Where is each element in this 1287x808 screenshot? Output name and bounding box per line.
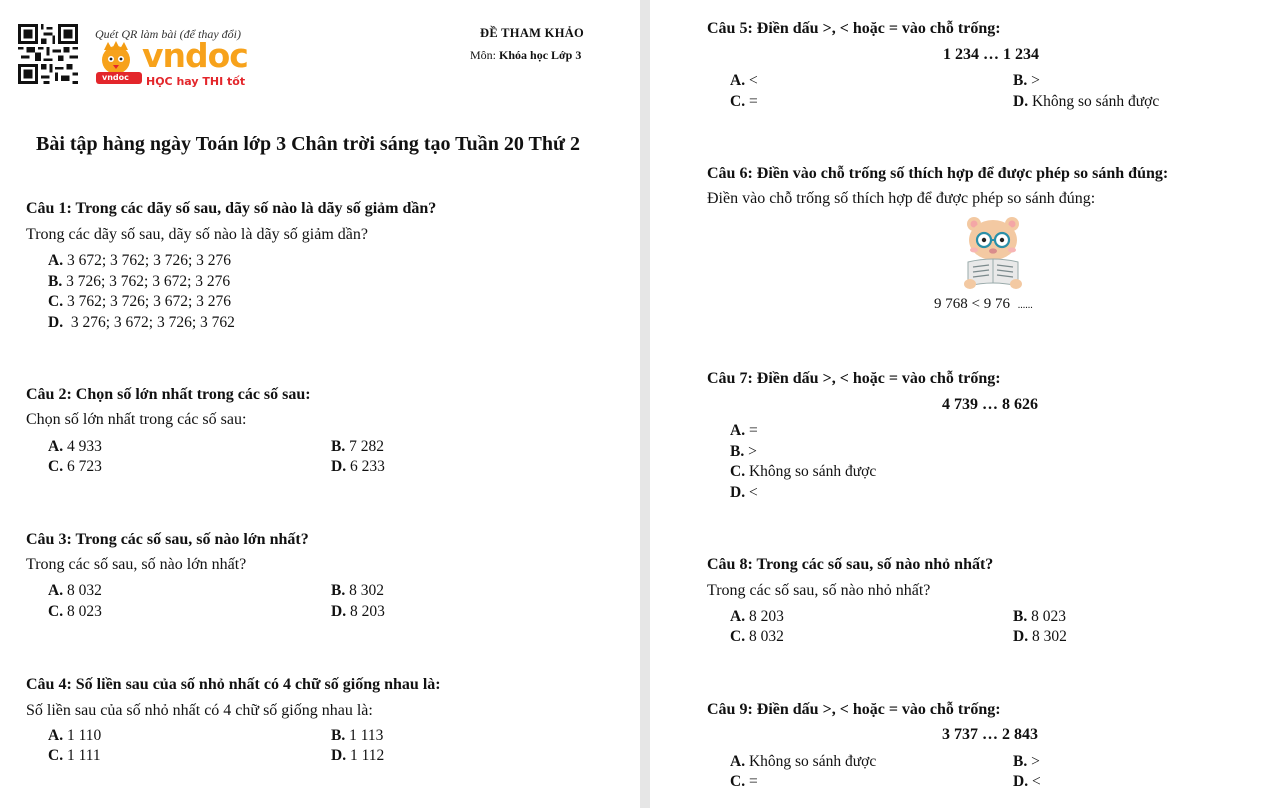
option-value: 8 302: [1031, 628, 1067, 645]
option-key: B.: [730, 443, 745, 460]
option-value: >: [1031, 753, 1040, 770]
q4-option-a[interactable]: [48, 727, 101, 745]
q2-text: Chọn số lớn nhất trong các số sau:: [26, 411, 247, 428]
option-key: C.: [48, 747, 64, 764]
option-key: D.: [331, 747, 347, 764]
q1-option-d[interactable]: [48, 314, 235, 332]
option-value: <: [748, 72, 758, 89]
option-value: 6 233: [349, 458, 385, 475]
option-value: 8 023: [66, 603, 102, 620]
q8-option-d[interactable]: [1013, 628, 1067, 646]
option-value: >: [1031, 72, 1040, 89]
q9-expression: 3 737 … 2 843: [942, 726, 1038, 743]
option-value: 1 112: [349, 747, 385, 764]
q5-title: Câu 5: Điền dấu >, < hoặc = vào chỗ trống:: [707, 20, 1001, 37]
subject-line: [470, 48, 581, 63]
q3-option-a[interactable]: [48, 582, 102, 600]
option-key: D.: [1013, 773, 1029, 790]
q8-option-b[interactable]: [1013, 608, 1066, 626]
option-key: B.: [331, 438, 346, 455]
option-value: 3 276; 3 672; 3 726; 3 762: [66, 314, 235, 331]
q4-title: Câu 4: Số liền sau của số nhỏ nhất có 4 chữ số giống nhau là:: [26, 676, 441, 693]
option-value: 1 113: [349, 727, 384, 744]
q3-option-d[interactable]: [331, 603, 385, 621]
doc-type-label: ĐỀ THAM KHẢO: [480, 26, 585, 40]
option-key: A.: [730, 422, 746, 439]
option-value: =: [748, 773, 758, 790]
q2-option-d[interactable]: [331, 458, 385, 476]
option-value: 8 302: [349, 582, 384, 599]
option-key: C.: [48, 603, 64, 620]
q1-option-b[interactable]: [48, 273, 230, 291]
option-value: Không so sánh được: [1031, 93, 1160, 110]
q1-option-c[interactable]: [48, 293, 231, 311]
subject-value: Khóa học Lớp 3: [499, 48, 582, 62]
option-key: C.: [730, 773, 746, 790]
q8-text: Trong các số sau, số nào nhỏ nhất?: [707, 582, 931, 599]
q3-text: Trong các số sau, số nào lớn nhất?: [26, 556, 247, 573]
q6-text: Điền vào chỗ trống số thích hợp để được phép so sánh đúng:: [707, 190, 1096, 207]
q6-blank[interactable]: ......: [1017, 300, 1033, 311]
q5-option-c[interactable]: [730, 93, 758, 111]
option-value: <: [1031, 773, 1041, 790]
option-value: Không so sánh được: [748, 753, 877, 770]
option-value: 6 723: [66, 458, 102, 475]
q7-expression: 4 739 … 8 626: [942, 396, 1038, 413]
logo-slogan: HỌC hay THI tốt: [146, 75, 246, 88]
option-value: >: [748, 443, 757, 460]
q5-expression: 1 234 … 1 234: [943, 46, 1039, 63]
q5-option-d[interactable]: [1013, 93, 1159, 111]
option-value: 3 672; 3 762; 3 726; 3 276: [66, 252, 231, 269]
q7-option-c[interactable]: [730, 463, 876, 481]
option-value: 8 032: [748, 628, 784, 645]
option-value: <: [748, 484, 758, 501]
option-key: A.: [730, 753, 746, 770]
option-key: B.: [331, 582, 346, 599]
q4-option-d[interactable]: [331, 747, 384, 765]
option-value: Không so sánh được: [748, 463, 877, 480]
q6-expression-line: [934, 296, 1033, 313]
q2-option-b[interactable]: [331, 438, 384, 456]
q5-option-a[interactable]: [730, 72, 758, 90]
q9-option-c[interactable]: [730, 773, 758, 791]
option-value: =: [748, 93, 758, 110]
option-key: B.: [1013, 72, 1028, 89]
q8-title: Câu 8: Trong các số sau, số nào nhỏ nhất?: [707, 556, 994, 573]
option-value: 3 726; 3 762; 3 672; 3 276: [66, 273, 231, 290]
option-key: A.: [730, 608, 746, 625]
q4-text: Số liền sau của số nhỏ nhất có 4 chữ số giống nhau là:: [26, 702, 373, 719]
option-key: D.: [1013, 628, 1029, 645]
q4-option-c[interactable]: [48, 747, 101, 765]
option-value: 8 203: [349, 603, 385, 620]
qr-note: Quét QR làm bài (để thay đổi): [95, 27, 241, 41]
vndoc-logo: [94, 36, 254, 92]
q6-title: Câu 6: Điền vào chỗ trống số thích hợp để được phép so sánh đúng:: [707, 165, 1169, 182]
q6-expression: 9 768 < 9 76: [934, 296, 1010, 312]
q7-option-b[interactable]: [730, 443, 757, 461]
q2-option-c[interactable]: [48, 458, 102, 476]
q3-option-b[interactable]: [331, 582, 384, 600]
option-value: 8 023: [1031, 608, 1066, 625]
option-key: C.: [730, 93, 746, 110]
q8-option-c[interactable]: [730, 628, 784, 646]
option-key: C.: [730, 463, 746, 480]
logo-wordmark: vndoc: [142, 36, 248, 75]
option-key: B.: [1013, 608, 1028, 625]
q9-option-d[interactable]: [1013, 773, 1041, 791]
option-key: C.: [48, 458, 64, 475]
q9-title: Câu 9: Điền dấu >, < hoặc = vào chỗ trống:: [707, 701, 1001, 718]
option-value: 1 110: [66, 727, 102, 744]
option-key: A.: [48, 252, 64, 269]
option-value: =: [748, 422, 758, 439]
option-value: 8 203: [748, 608, 784, 625]
option-key: A.: [730, 72, 746, 89]
q2-title: Câu 2: Chọn số lớn nhất trong các số sau:: [26, 386, 311, 403]
logo-tag: vndoc: [102, 73, 129, 82]
q5-option-b[interactable]: [1013, 72, 1040, 90]
bear-reading-icon: [962, 214, 1024, 292]
q7-title: Câu 7: Điền dấu >, < hoặc = vào chỗ trống:: [707, 370, 1001, 387]
q3-title: Câu 3: Trong các số sau, số nào lớn nhất?: [26, 531, 309, 548]
option-value: 8 032: [66, 582, 102, 599]
option-key: C.: [48, 293, 64, 310]
option-value: 3 762; 3 726; 3 672; 3 276: [66, 293, 231, 310]
option-value: 4 933: [66, 438, 102, 455]
q3-option-c[interactable]: [48, 603, 102, 621]
qr-code-icon: [18, 24, 78, 84]
option-key: C.: [730, 628, 746, 645]
q2-option-a[interactable]: [48, 438, 102, 456]
option-value: 1 111: [66, 747, 101, 764]
option-key: D.: [48, 314, 64, 331]
q8-option-a[interactable]: [730, 608, 784, 626]
q1-title: Câu 1: Trong các dãy số sau, dãy số nào là dãy số giảm dần?: [26, 200, 437, 217]
q7-option-d[interactable]: [730, 484, 758, 502]
q7-option-a[interactable]: [730, 422, 758, 440]
option-key: A.: [48, 438, 64, 455]
option-key: B.: [48, 273, 63, 290]
q1-option-a[interactable]: [48, 252, 231, 270]
option-key: B.: [331, 727, 346, 744]
option-value: 7 282: [349, 438, 384, 455]
option-key: D.: [331, 603, 347, 620]
option-key: A.: [48, 727, 64, 744]
option-key: D.: [1013, 93, 1029, 110]
option-key: B.: [1013, 753, 1028, 770]
option-key: A.: [48, 582, 64, 599]
option-key: D.: [730, 484, 746, 501]
left-page: [0, 0, 640, 808]
subject-label: Môn:: [470, 48, 497, 62]
q9-option-a[interactable]: [730, 753, 876, 771]
q9-option-b[interactable]: [1013, 753, 1040, 771]
q1-text: Trong các dãy số sau, dãy số nào là dãy số giảm dần?: [26, 226, 368, 243]
option-key: D.: [331, 458, 347, 475]
right-page: [650, 0, 1287, 808]
document-title: Bài tập hàng ngày Toán lớp 3 Chân trời sáng tạo Tuần 20 Thứ 2: [36, 133, 580, 155]
q4-option-b[interactable]: [331, 727, 383, 745]
